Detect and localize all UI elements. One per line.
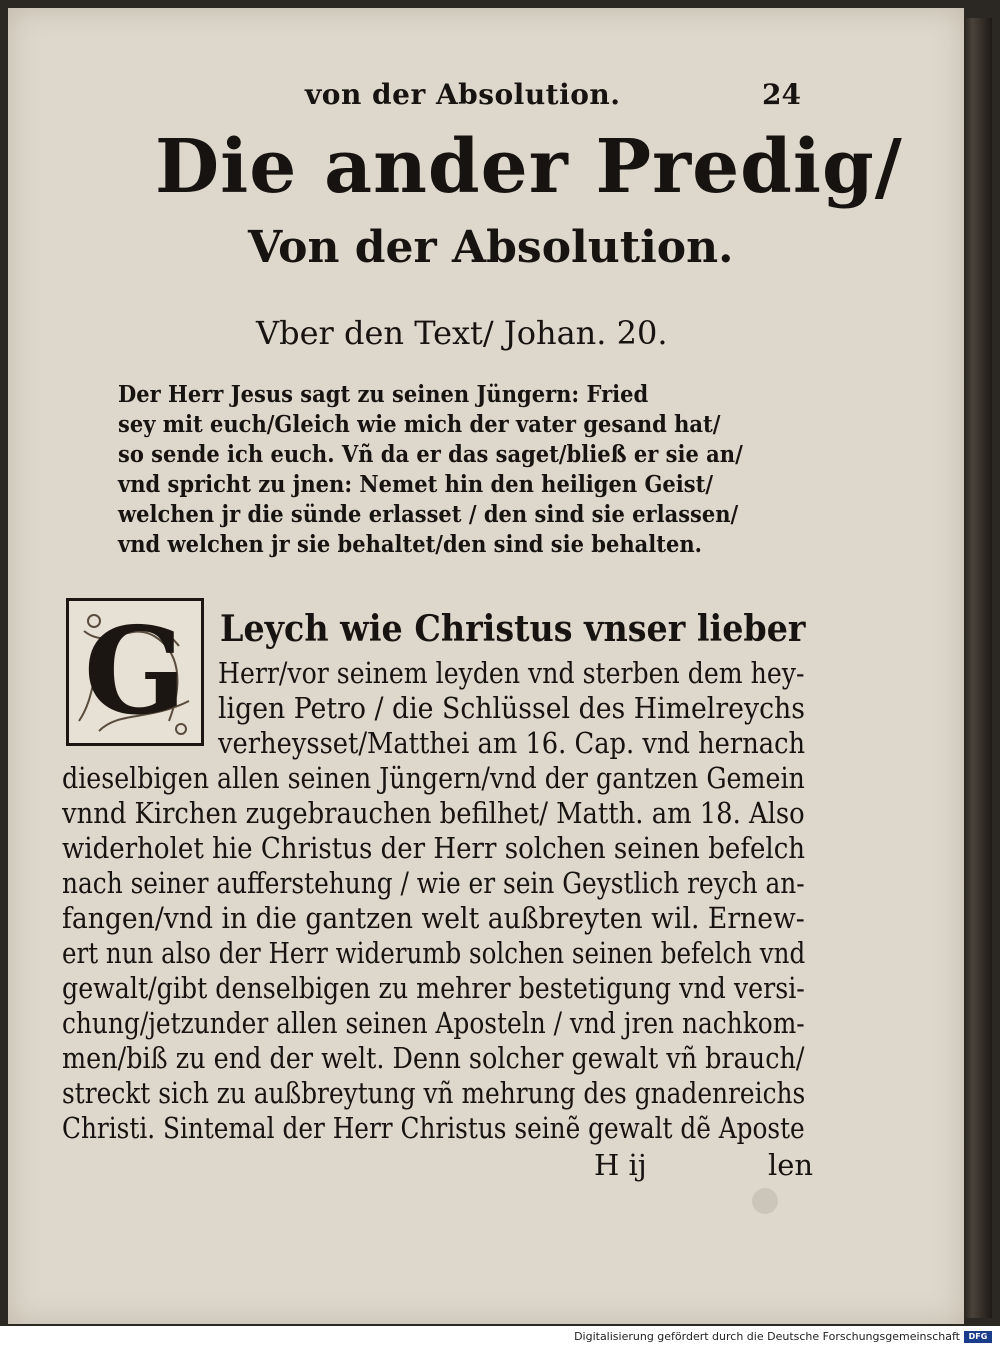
- page-edge: [964, 18, 992, 1318]
- body-line: vnnd Kirchen zugebrauchen befilhet/ Matth. am 18. Also: [62, 796, 805, 830]
- catchword: len: [768, 1148, 814, 1182]
- scripture-passage: [118, 380, 802, 560]
- scripture-line: Der Herr Jesus sagt zu seinen Jüngern: Fried: [118, 381, 649, 408]
- text-reference: Vber den Text/ Johan. 20.: [256, 314, 668, 352]
- body-line: nach seiner aufferstehung / wie er sein Geystlich reych an-: [62, 866, 805, 900]
- sermon-title: Die ander Predig/: [155, 124, 903, 210]
- scripture-line: welchen jr die sünde erlasset / den sind sie erlassen/: [118, 501, 739, 528]
- signature-mark: H ij: [594, 1148, 647, 1182]
- scripture-line: vnd spricht zu jnen: Nemet hin den heiligen Geist/: [118, 471, 714, 498]
- body-line: fangen/vnd in die gantzen welt außbreyten wil. Ernew-: [62, 901, 805, 935]
- scripture-line: vnd welchen jr sie behaltet/den sind sie behalten.: [118, 531, 702, 558]
- body-line: men/biß zu end der welt. Denn solcher gewalt vñ brauch/: [62, 1041, 805, 1075]
- body-line: Leych wie Christus vnser lieber: [220, 608, 806, 650]
- footer-credit: Digitalisierung gefördert durch die Deutsche Forschungsgemeinschaft: [574, 1330, 960, 1343]
- ink-smudge: [752, 1188, 778, 1214]
- body-line: verheysset/Matthei am 16. Cap. vnd hernach: [218, 726, 806, 760]
- scripture-line: sey mit euch/Gleich wie mich der vater gesand hat/: [118, 411, 721, 438]
- body-line: dieselbigen allen seinen Jüngern/vnd der gantzen Gemein: [62, 761, 805, 795]
- body-line: streckt sich zu außbreytung vñ mehrung des gnadenreichs: [62, 1076, 806, 1110]
- running-head: von der Absolution.: [305, 78, 621, 111]
- body-line: widerholet hie Christus der Herr solchen seinen befelch: [62, 831, 806, 865]
- body-line: Herr/vor seinem leyden vnd sterben dem hey-: [218, 656, 805, 690]
- initial-letter: G: [83, 601, 187, 742]
- sermon-subtitle: Von der Absolution.: [248, 222, 734, 273]
- body-line: ert nun also der Herr widerumb solchen seinen befelch vnd: [62, 936, 806, 970]
- body-line: ligen Petro / die Schlüssel des Himelreychs: [218, 691, 805, 725]
- body-line: chung/jetzunder allen seinen Aposteln / vnd jren nachkom-: [62, 1006, 805, 1040]
- decorated-initial: [66, 598, 204, 746]
- body-line: Christi. Sintemal der Herr Christus seinẽ gewalt dẽ Aposte: [62, 1111, 805, 1145]
- dfg-logo: DFG: [964, 1331, 992, 1343]
- scripture-line: so sende ich euch. Vñ da er das saget/bließ er sie an/: [118, 441, 743, 468]
- body-line: gewalt/gibt denselbigen zu mehrer bestetigung vnd versi-: [62, 971, 805, 1005]
- page-number: 24: [762, 78, 801, 111]
